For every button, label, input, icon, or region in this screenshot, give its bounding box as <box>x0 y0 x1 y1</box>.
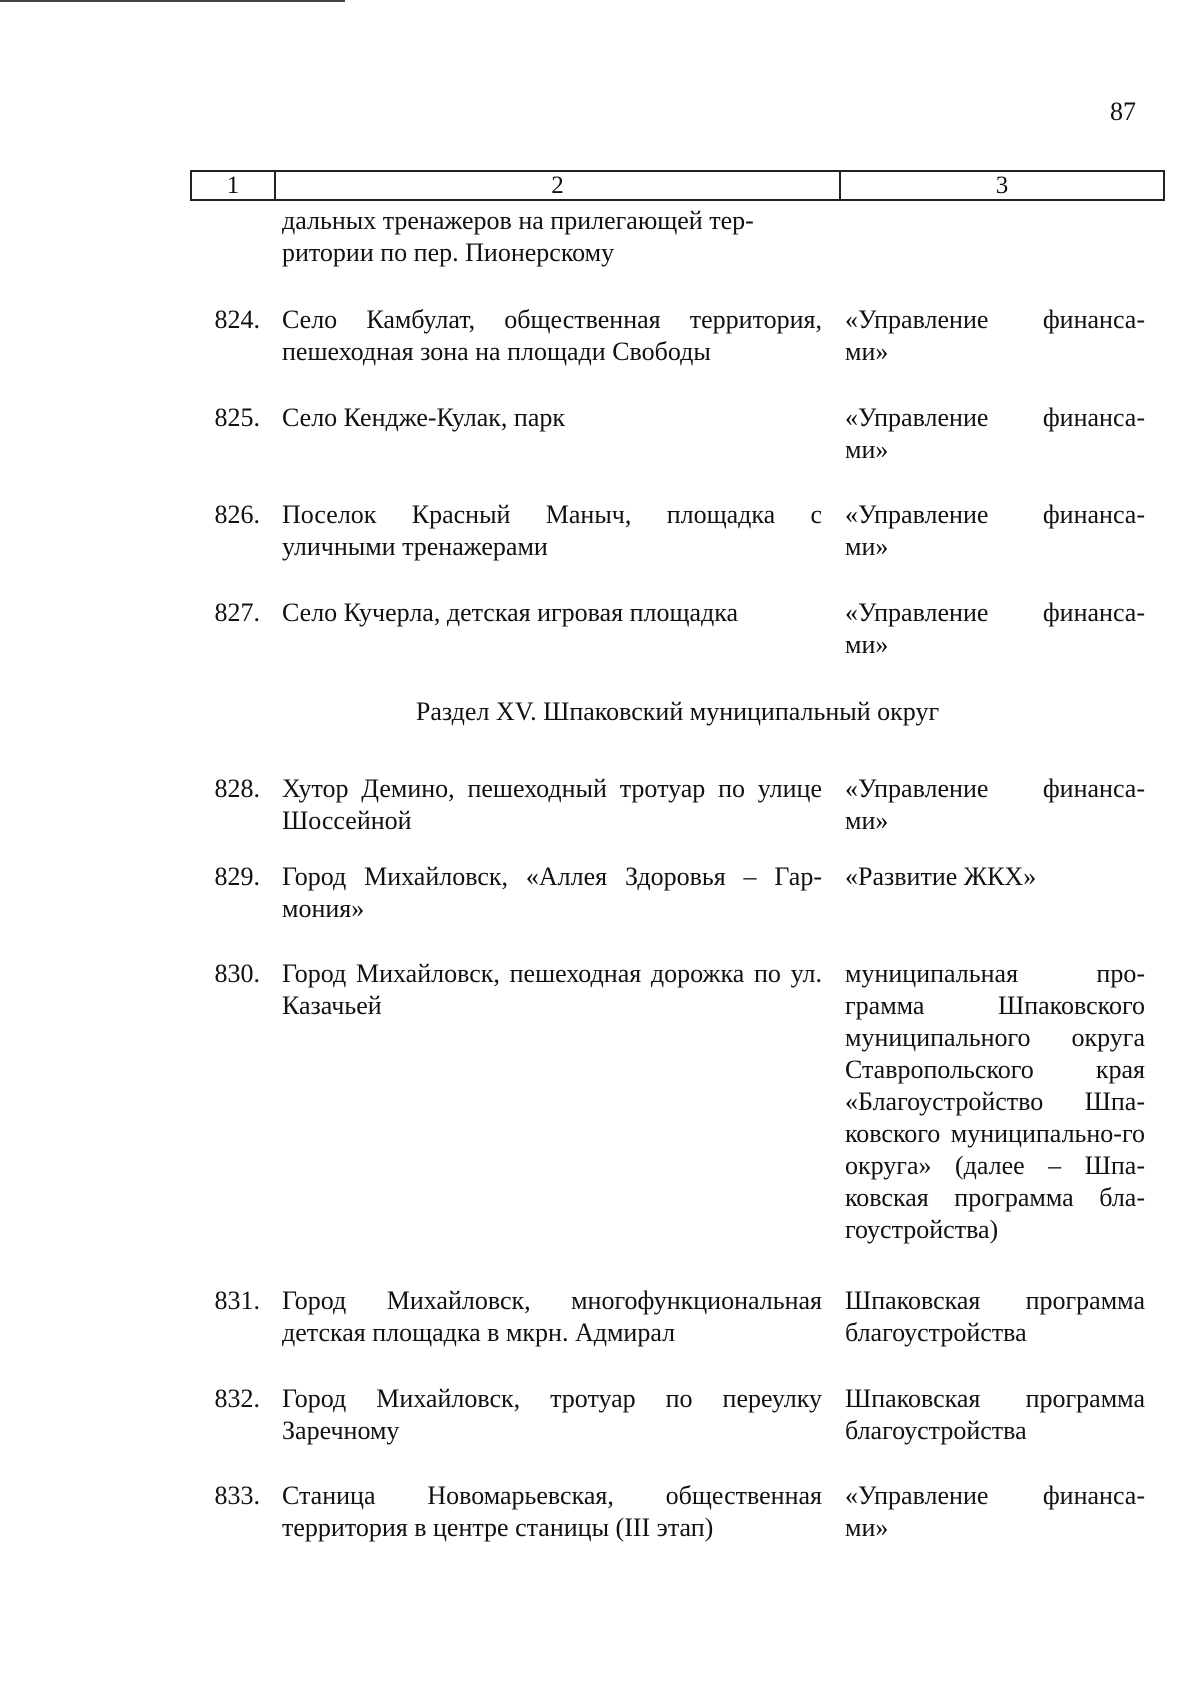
continuation-text <box>282 205 822 269</box>
program-word: финанса- <box>1042 500 1145 529</box>
row-text: Город Михайловск, тротуар по переулку Заречному <box>282 1384 822 1445</box>
program-word: «Управление <box>845 403 989 432</box>
row-number: 830. <box>214 959 260 988</box>
program-word: финанса- <box>1042 305 1145 334</box>
row-text: Город Михайловск, многофункциональная детская площадка в мкрн. Адмирал <box>282 1286 822 1347</box>
program-word: «Управление <box>845 305 989 334</box>
header-col-2: 2 <box>276 172 841 199</box>
row-program <box>845 402 1145 466</box>
row-number: 829. <box>214 862 260 891</box>
row-program: Шпаковская программа благоустройства <box>845 1384 1145 1445</box>
row-program <box>845 597 1145 661</box>
program-word: финанса- <box>1042 774 1145 803</box>
row-program <box>845 304 1145 368</box>
continuation-line: ритории по пер. Пионерскому <box>282 238 615 267</box>
row-text: Село Камбулат, общественная территория, пешеходная зона на площади Свободы <box>282 305 822 366</box>
row-number: 825. <box>214 403 260 432</box>
table-header <box>190 170 1165 201</box>
program-word: ми» <box>845 1513 889 1542</box>
program-word: ми» <box>845 337 889 366</box>
row-text: Станица Новомарьевская, общественная территория в центре станицы (III этап) <box>282 1481 822 1542</box>
program-word: «Управление <box>845 598 989 627</box>
row-number: 831. <box>214 1286 260 1315</box>
program-word: «Управление <box>845 1481 989 1510</box>
continuation-line: дальных тренажеров на прилегающей тер- <box>282 206 754 235</box>
row-program: Шпаковская программа благоустройства <box>845 1286 1145 1347</box>
program-word: финанса- <box>1042 1481 1145 1510</box>
program-word: ми» <box>845 435 889 464</box>
program-word: ми» <box>845 532 889 561</box>
row-program <box>845 773 1145 837</box>
top-rule <box>0 0 345 2</box>
row-number: 832. <box>214 1384 260 1413</box>
program-word: «Управление <box>845 774 989 803</box>
row-number: 827. <box>214 598 260 627</box>
row-program: «Развитие ЖКХ» <box>845 862 1037 891</box>
row-number: 824. <box>214 305 260 334</box>
row-program <box>845 499 1145 563</box>
row-text: Город Михайловск, пешеходная дорожка по ул. Казачьей <box>282 959 822 1020</box>
row-text: Поселок Красный Маныч, площадка с уличными тренажерами <box>282 500 822 561</box>
row-text: Село Кучерла, детская игровая площадка <box>282 598 739 627</box>
program-word: ми» <box>845 806 889 835</box>
header-col-1: 1 <box>192 172 276 199</box>
row-number: 833. <box>214 1481 260 1510</box>
row-text: Город Михайловск, «Аллея Здоровья – Гар-мония» <box>282 862 822 923</box>
page-number: 87 <box>1110 97 1136 126</box>
header-col-3: 3 <box>995 171 1009 199</box>
program-word: «Управление <box>845 500 989 529</box>
program-word: финанса- <box>1042 403 1145 432</box>
row-number: 828. <box>214 774 260 803</box>
program-word: ми» <box>845 630 889 659</box>
program-word: финанса- <box>1042 598 1145 627</box>
row-program: муниципальная про-грамма Шпаковского муниципального округа Ставропольского края «Благоустройство Шпа-ковского муниципально-го округа» (далее – Шпа-ковская программа бла-гоустройства) <box>845 959 1145 1244</box>
section-title: Раздел XV. Шпаковский муниципальный округ <box>415 697 940 726</box>
row-number: 826. <box>214 500 260 529</box>
row-text: Хутор Демино, пешеходный тротуар по улице Шоссейной <box>282 774 822 835</box>
row-program <box>845 1480 1145 1544</box>
row-text: Село Кендже-Кулак, парк <box>282 403 566 432</box>
